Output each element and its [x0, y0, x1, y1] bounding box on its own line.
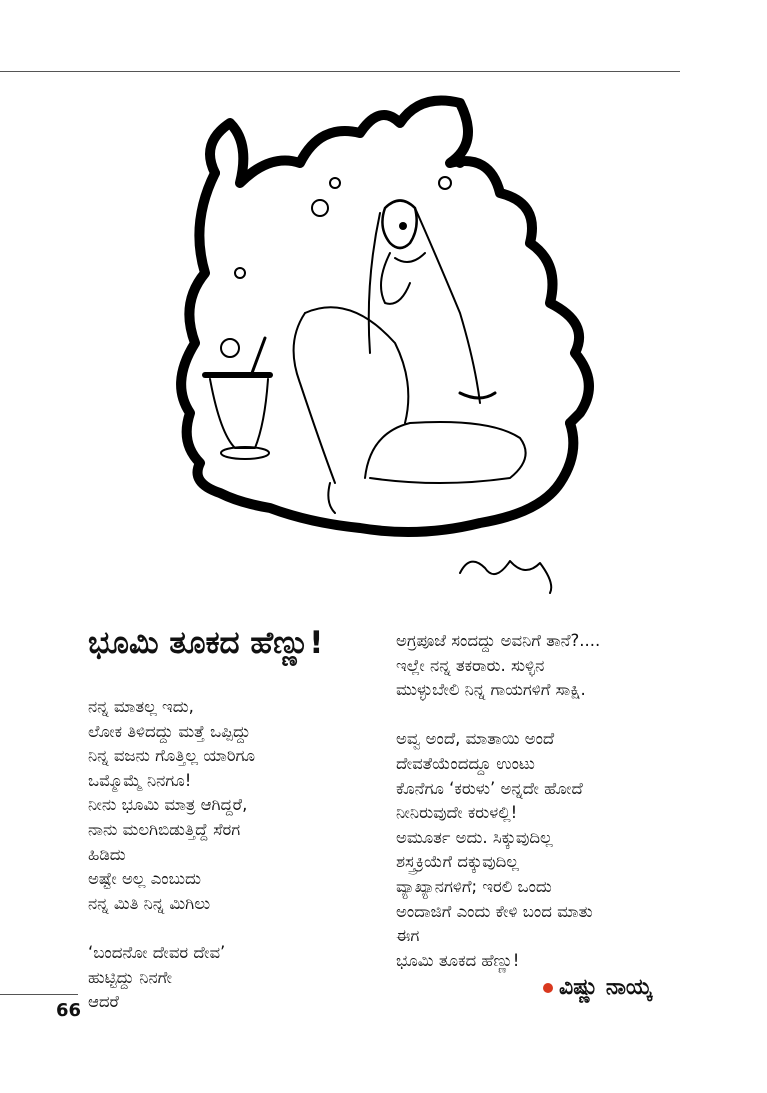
author-name: ವಿಷ್ಣು ನಾಯ್ಕ — [559, 975, 652, 1000]
poem-line: ನೀನು ಭೂಮಿ ಮಾತ್ರ ಆಗಿದ್ದರೆ, — [88, 795, 248, 815]
poem-line: ನನ್ನ ಮಿತಿ ನಿನ್ನ ಮಿಗಿಲು — [88, 893, 211, 913]
poem-line: ನಾನು ಮಲಗಿಬಿಡುತ್ತಿದ್ದೆ ಸೆರಗ — [88, 819, 241, 839]
poem-line: ಅಮೂರ್ತ ಅದು. ಸಿಕ್ಕುವುದಿಲ್ಲ — [396, 827, 553, 847]
poem-line: ಅಂದಾಜಿಗೆ ಎಂದು ಕೇಳಿ ಬಂದ ಮಾತು — [396, 901, 593, 921]
poem-left-column — [88, 695, 255, 1015]
stanza-break — [396, 703, 600, 728]
poem-line: ಈಗ — [396, 926, 420, 946]
poem-line: ಅವ್ವ ಅಂದೆ, ಮಾತಾಯಿ ಅಂದೆ — [396, 729, 555, 749]
poem-line: ನಿನ್ನ ವಜನು ಗೊತ್ತಿಲ್ಲ ಯಾರಿಗೂ — [88, 746, 255, 766]
bottom-rule — [0, 994, 78, 995]
page-number: 66 — [56, 1000, 82, 1021]
poem-line: ಮುಳ್ಳುಬೇಲಿ ನಿನ್ನ ಗಾಯಗಳಿಗೆ ಸಾಕ್ಷಿ. — [396, 680, 586, 700]
poem-line: ನನ್ನ ಮಾತಲ್ಲ ಇದು, — [88, 697, 194, 716]
top-rule — [0, 71, 680, 72]
poem-line: ಲೋಕ ತಿಳಿದದ್ದು ಮತ್ತೆ ಒಪ್ಪಿದ್ದು — [88, 721, 251, 741]
poem-line: ಆದರೆ — [88, 992, 119, 1012]
poem-line: ಇಲ್ಲೇ ನನ್ನ ತಕರಾರು. ಸುಳ್ಳಿನ — [396, 655, 545, 675]
poem-line: ನೀನಿರುವುದೇ ಕರುಳಲ್ಲಿ! — [396, 803, 518, 823]
poem-line: ಅಷ್ಟೇ ಅಲ್ಲ ಎಂಬುದು — [88, 869, 201, 889]
poem-line: ಹಿಡಿದು — [88, 844, 126, 864]
bullet-dot-icon — [543, 983, 553, 993]
poem-line: ಹುಟ್ಟಿದ್ದು ನಿನಗೇ — [88, 967, 172, 987]
poem-line: ಭೂಮಿ ತೂಕದ ಹೆಣ್ಣು! — [396, 950, 520, 970]
author-byline — [543, 975, 652, 1000]
poem-illustration — [160, 83, 620, 608]
poem-line: ವ್ಯಾಖ್ಯಾನಗಳಿಗೆ; ಇರಲಿ ಒಂದು — [396, 876, 552, 896]
poem-right-column — [396, 629, 600, 973]
poem-line: ‘ಬಂದನೋ ದೇವರ ದೇವ’ — [88, 942, 226, 962]
poem-line: ಕೊನೆಗೂ ‘ಕರುಳು’ ಅನ್ನದೇ ಹೋದೆ — [396, 778, 583, 798]
poem-line: ಶಸ್ತ್ರಕ್ರಿಯೆಗೆ ದಕ್ಕುವುದಿಲ್ಲ — [396, 852, 519, 872]
poem-line: ಅಗ್ರಪೂಜೆ ಸಂದದ್ದು ಅವನಿಗೆ ತಾನೆ?.... — [396, 631, 601, 650]
stanza-break — [88, 916, 255, 941]
poem-line: ಒಮ್ಮೊಮ್ಮೆ ನಿನಗೂ! — [88, 770, 192, 790]
poem-line: ದೇವತೆಯೆಂದದ್ದೂ ಉಂಟು — [396, 753, 535, 773]
poem-title: ಭೂಮಿ ತೂಕದ ಹೆಣ್ಣು! — [88, 625, 324, 661]
